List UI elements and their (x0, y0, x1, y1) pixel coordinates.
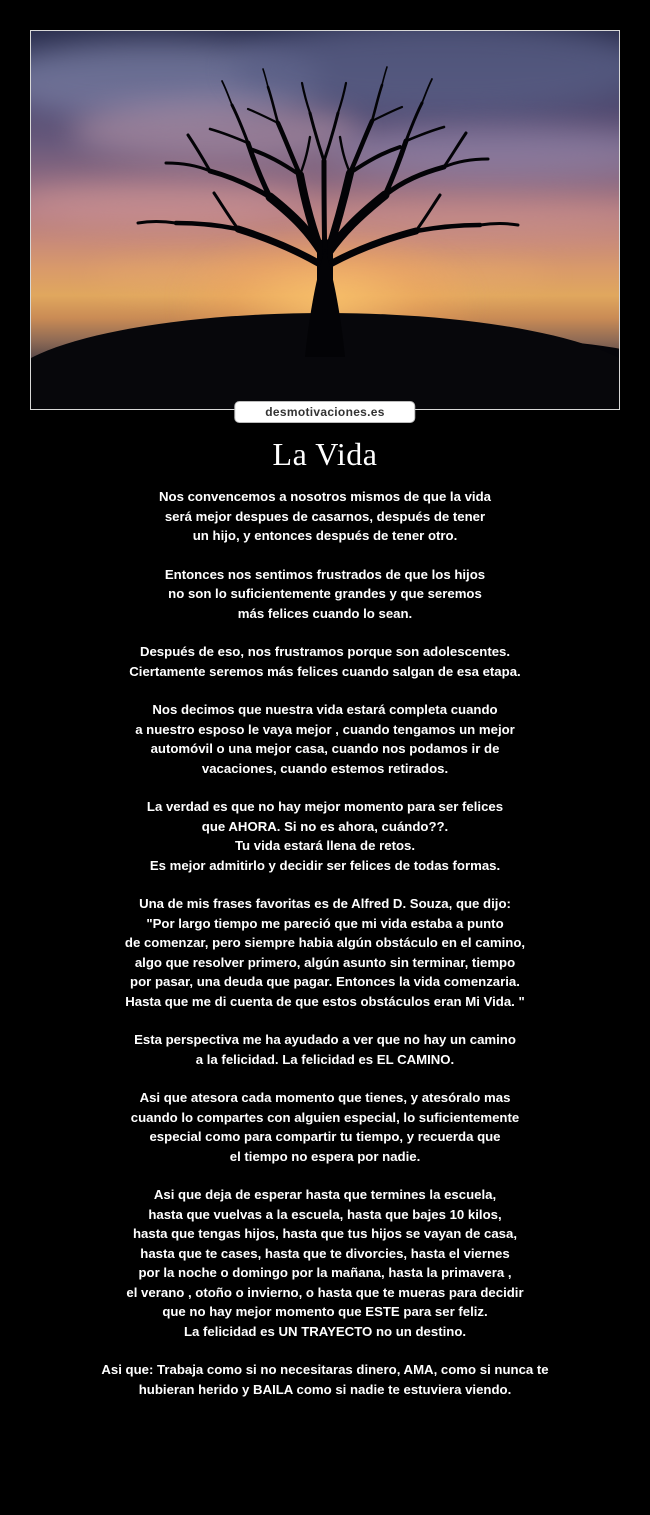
paragraph: Nos decimos que nuestra vida estará completa cuando a nuestro esposo le vaya mejor , cuando tengamos un mejor automóvil o una mejor casa, cuando nos podamos ir de vacaciones, cuando estemos retirados. (135, 702, 515, 776)
tree-silhouette (110, 57, 540, 357)
page-title: La Vida (272, 436, 378, 472)
site-watermark: desmotivaciones.es (235, 402, 414, 422)
paragraph: Entonces nos sentimos frustrados de que los hijos no son lo suficientemente grandes y que seremos más felices cuando lo sean. (164, 566, 486, 621)
paragraph: Una de mis frases favoritas es de Alfred D. Souza, que dijo: "Por largo tiempo me pareció que mi vida estaba a punto de comenzar, pero siempre habia algún obstáculo en el camino, algo que resolver primero, algún asunto sin terminar, tiempo por pasar, una deuda que pagar. Entonces la vida comenzaria. Hasta que me di cuenta de que estos obstáculos eran Mi Vida. " (124, 896, 526, 1009)
photo-frame (30, 30, 620, 410)
paragraph: La verdad es que no hay mejor momento para ser felices que AHORA. Si no es ahora, cuándo??. Tu vida estará llena de retos. Es mejor admitirlo y decidir ser felices de todas formas. (146, 799, 504, 873)
poem-body (0, 487, 650, 1425)
paragraph: Asi que deja de esperar hasta que termines la escuela, hasta que vuelvas a la escuela, hasta que bajes 10 kilos, hasta que tengas hijos, hasta que tus hijos se vayan de casa, hasta que te cases, hasta que te divorcies, hasta el viernes por la noche o domingo por la mañana, hasta la primavera , el verano , otoño o invierno, o hasta que te mueras para decidir que no hay mejor momento que ESTE para ser feliz. La felicidad es UN TRAYECTO no un destino. (126, 1187, 524, 1339)
paragraph: Esta perspectiva me ha ayudado a ver que no hay un camino a la felicidad. La felicidad es EL CAMINO. (134, 1032, 516, 1067)
paragraph: Asi que atesora cada momento que tienes, y atesóralo mas cuando lo compartes con alguien especial, lo suficientemente especial como para compartir tu tiempo, y recuerda que el tiempo no espera por nadie. (130, 1090, 520, 1164)
demotivational-poster (0, 30, 650, 1515)
paragraph: Asi que: Trabaja como si no necesitaras dinero, AMA, como si nunca te hubieran herido y BAILA como si nadie te estuviera viendo. (101, 1362, 549, 1397)
paragraph: Después de eso, nos frustramos porque son adolescentes. Ciertamente seremos más felices cuando salgan de esa etapa. (129, 644, 521, 679)
paragraph: Nos convencemos a nosotros mismos de que la vida será mejor despues de casarnos, después de tener un hijo, y entonces después de tener otro. (159, 489, 491, 543)
